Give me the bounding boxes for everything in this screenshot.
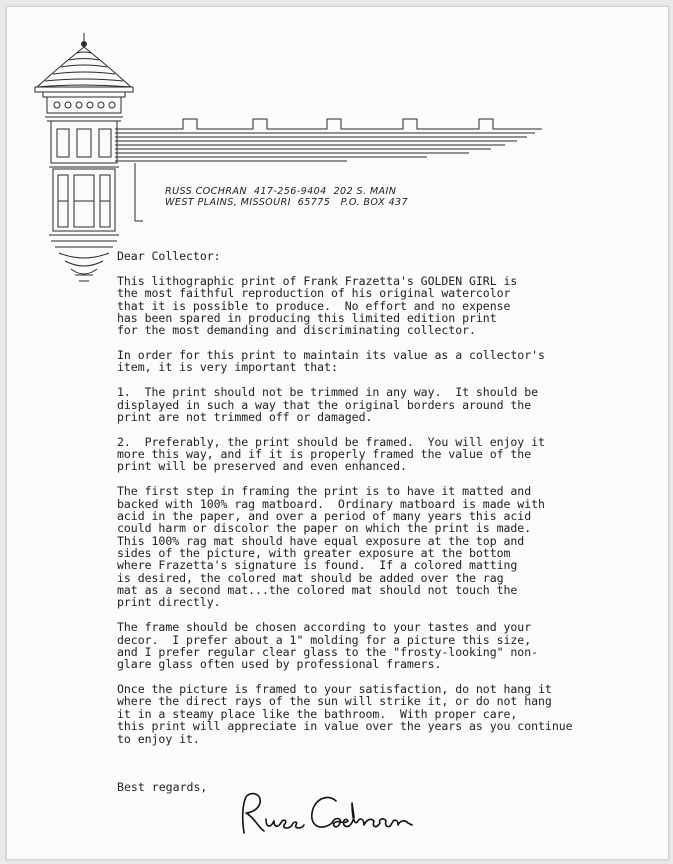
handwritten-signature bbox=[232, 787, 432, 843]
letter-body bbox=[117, 250, 647, 757]
letter-page bbox=[6, 6, 669, 860]
paragraph: The first step in framing the print is to have it matted and backed with 100% rag matboard. Ordinary matboard is made with acid in the paper, and over a period of many years this acid could harm or discolor the paper on which the print is made. This 100% rag mat should have equal exposure at the top and sides of the picture, with greater exposure at the bottom where Frazetta's signature is found. If a colored matting is desired, the colored mat should be added over the rag mat as a second mat...the colored mat should not touch the print directly. bbox=[117, 484, 545, 610]
paragraph: This lithographic print of Frank Frazetta's GOLDEN GIRL is the most faithful reproduction of his original watercolor that it is possible to produce. No effort and no expense has been spared in producing this limited edition print for the most demanding and discriminating collector. bbox=[117, 273, 518, 338]
salutation: Dear Collector: bbox=[117, 249, 221, 263]
paragraph: 1. The print should not be trimmed in any way. It should be displayed in such a way that the original borders around the print are not trimmed off or damaged. bbox=[117, 385, 539, 424]
letterhead-address-line: WEST PLAINS, MISSOURI 65775 P.O. BOX 437 bbox=[165, 197, 408, 208]
letterhead-contact-line: RUSS COCHRAN 417-256-9404 202 S. MAIN bbox=[165, 186, 397, 197]
paragraph: 2. Preferably, the print should be framed. You will enjoy it more this way, and if it is properly framed the value of the print will be preserved and even enhanced. bbox=[117, 434, 545, 474]
paragraph: Once the picture is framed to your satisfaction, do not hang it where the direct rays of the sun will strike it, or do not hang it in a steamy place like the bathroom. With proper care, this print will appreciate in value over the years as you continue to enjoy it. bbox=[117, 682, 573, 746]
closing: Best regards, bbox=[117, 780, 208, 794]
paragraph: The frame should be chosen according to your tastes and your decor. I prefer about a 1" molding for a picture this size, and I prefer regular clear glass to the "frosty-looking" non- glare glass often used by professional framers. bbox=[117, 620, 539, 672]
paragraph: In order for this print to maintain its value as a collector's item, it is very important that: bbox=[117, 348, 545, 375]
